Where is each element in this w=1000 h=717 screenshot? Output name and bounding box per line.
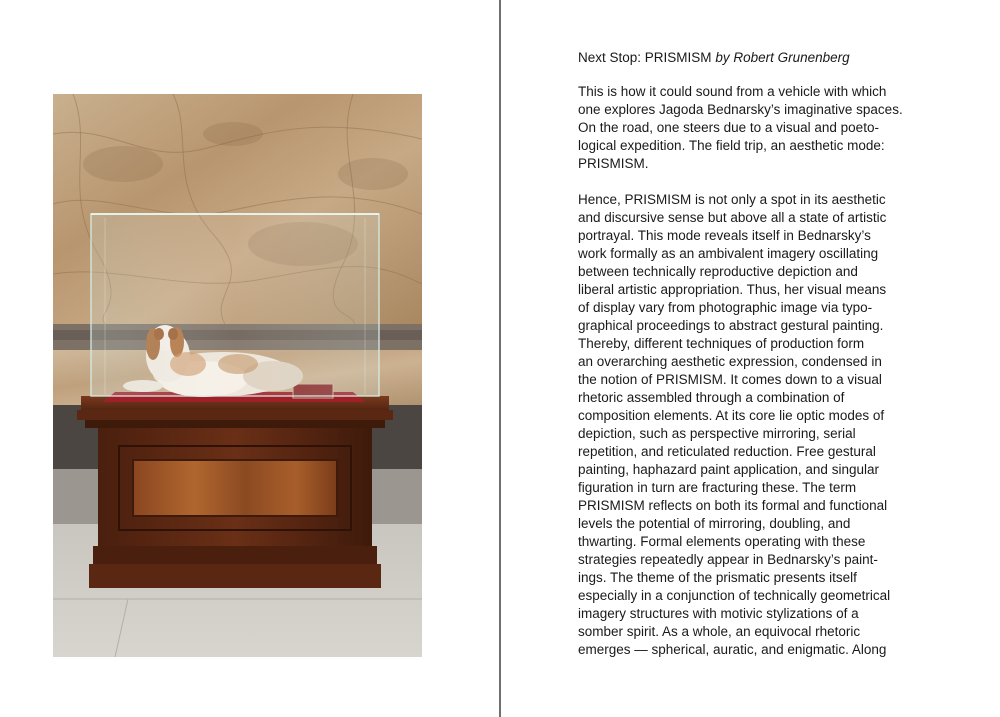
text-line: PRISMISM. bbox=[578, 156, 649, 171]
text-line: especially in a conjunction of technically geometrical bbox=[578, 588, 891, 603]
text-line: imagery structures with motivic stylizations of a bbox=[578, 606, 859, 621]
text-line: one explores Jagoda Bednarsky’s imaginative spaces. bbox=[578, 102, 903, 117]
text-line: logical expedition. The field trip, an aesthetic mode: bbox=[578, 138, 885, 153]
text-line: graphical proceedings to abstract gestural painting. bbox=[578, 318, 884, 333]
left-page bbox=[0, 0, 499, 717]
text-line: On the road, one steers due to a visual and poeto- bbox=[578, 120, 879, 135]
text-line: an overarching aesthetic expression, condensed in bbox=[578, 354, 882, 369]
article-title: Next Stop: PRISMISM bbox=[578, 50, 712, 65]
text-line: composition elements. At its core lie optic modes of bbox=[578, 408, 885, 423]
text-line: Thereby, different techniques of production form bbox=[578, 336, 865, 351]
article-byline: by Robert Grunenberg bbox=[715, 50, 850, 65]
text-line: work formally as an ambivalent imagery oscillating bbox=[578, 246, 879, 261]
text-line: thwarting. Formal elements operating with these bbox=[578, 534, 866, 549]
text-line: of display vary from photographic image via typo- bbox=[578, 300, 873, 315]
exhibition-photo bbox=[53, 94, 422, 657]
text-line: the notion of PRISMISM. It comes down to a visual bbox=[578, 372, 882, 387]
text-line: levels the potential of mirroring, doubling, and bbox=[578, 516, 851, 531]
text-line: Hence, PRISMISM is not only a spot in its aesthetic bbox=[578, 192, 886, 207]
article-heading bbox=[578, 49, 950, 67]
text-line: depiction, such as perspective mirroring, serial bbox=[578, 426, 856, 441]
paragraph-1 bbox=[578, 83, 950, 173]
text-line: liberal artistic appropriation. Thus, her visual means bbox=[578, 282, 887, 297]
right-page bbox=[501, 0, 1000, 717]
text-line: PRISMISM reflects on both its formal and functional bbox=[578, 498, 888, 513]
text-line: portrayal. This mode reveals itself in Bednarsky’s bbox=[578, 228, 871, 243]
text-line: and discursive sense but above all a state of artistic bbox=[578, 210, 887, 225]
text-line: ings. The theme of the prismatic presents itself bbox=[578, 570, 857, 585]
text-line: somber spirit. As a whole, an equivocal rhetoric bbox=[578, 624, 861, 639]
text-line: between technically reproductive depiction and bbox=[578, 264, 858, 279]
text-line: emerges — spherical, auratic, and enigmatic. Along bbox=[578, 642, 887, 657]
text-line: painting, haphazard paint application, and singular bbox=[578, 462, 879, 477]
text-line: This is how it could sound from a vehicle with which bbox=[578, 84, 887, 99]
text-line: repetition, and reticulated reduction. Free gestural bbox=[578, 444, 876, 459]
text-line: figuration in turn are fracturing these. The term bbox=[578, 480, 857, 495]
text-line: rhetoric assembled through a combination of bbox=[578, 390, 845, 405]
text-line: strategies repeatedly appear in Bednarsky’s paint- bbox=[578, 552, 878, 567]
paragraph-2 bbox=[578, 191, 950, 659]
article-text bbox=[578, 49, 950, 659]
